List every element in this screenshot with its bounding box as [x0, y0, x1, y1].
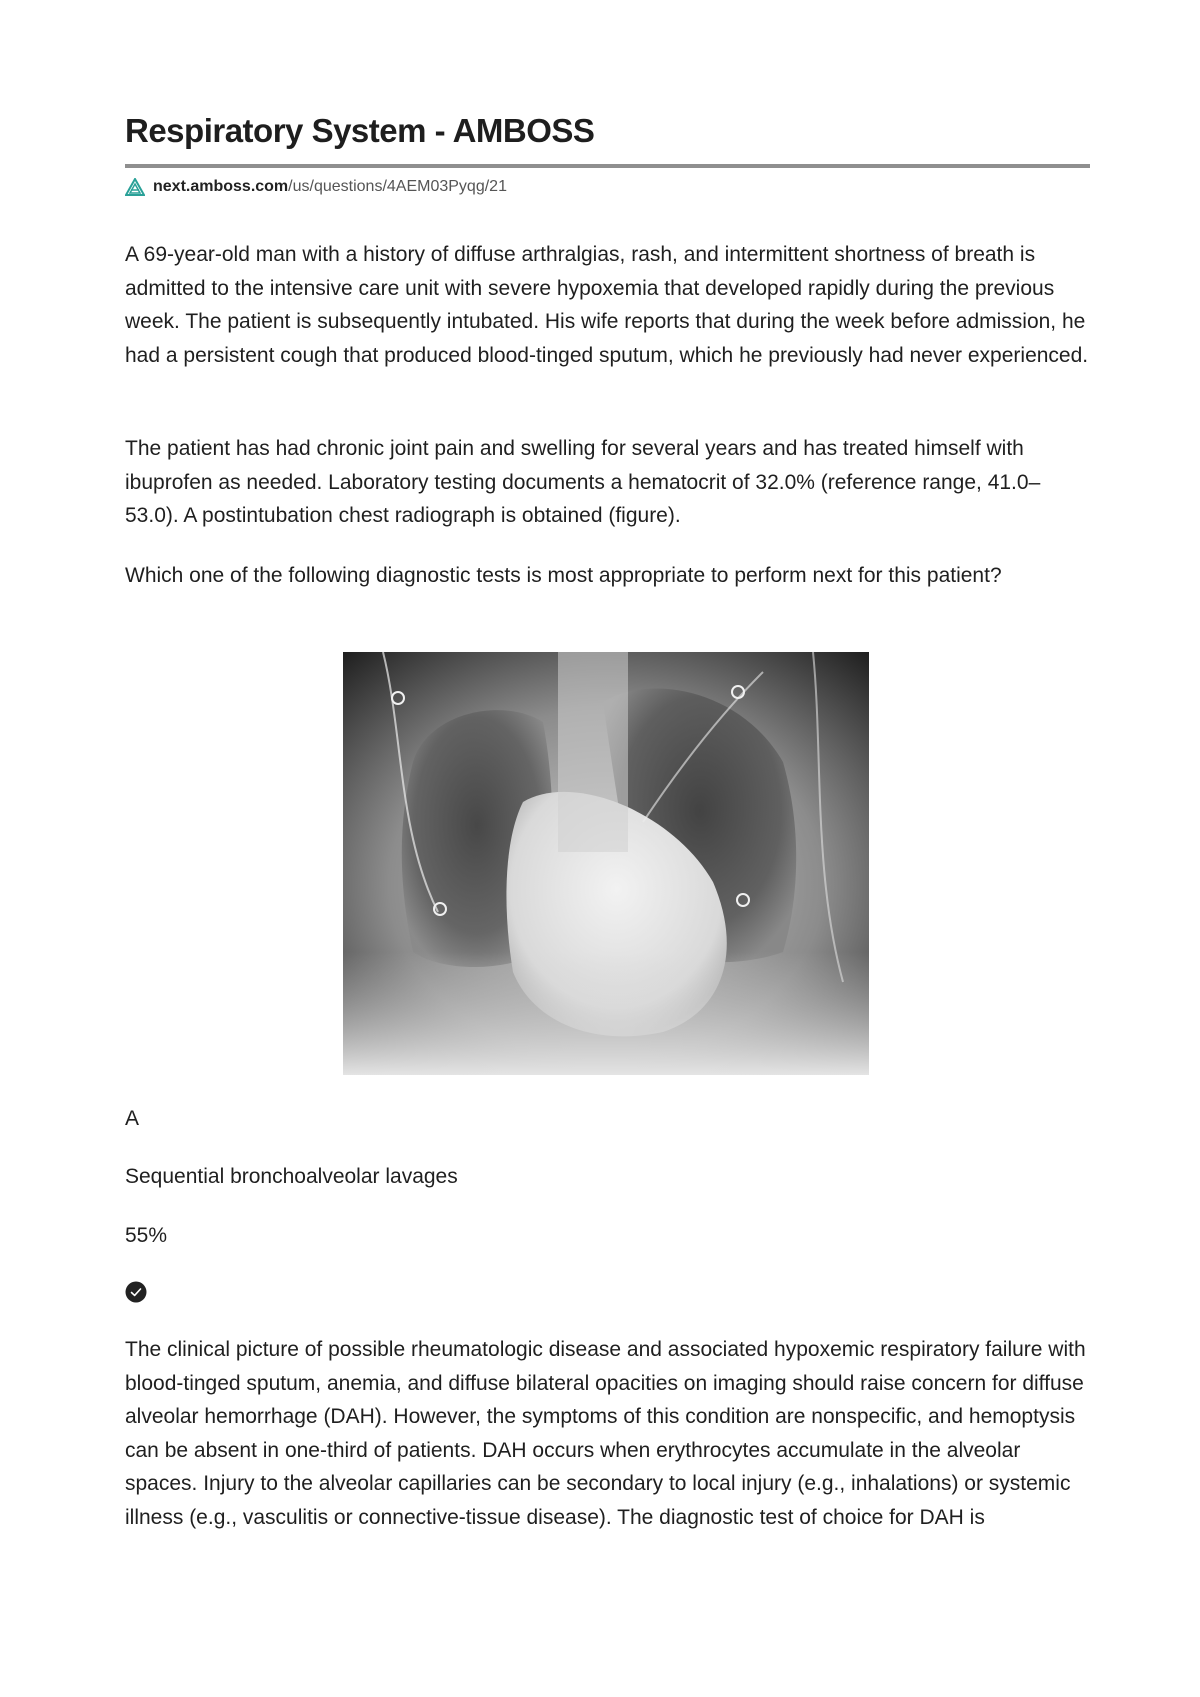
chest-radiograph-image: [343, 652, 869, 1075]
answer-option-letter: A: [125, 1107, 140, 1130]
check-circle-icon: [125, 1281, 147, 1303]
source-domain: next.amboss.com: [153, 178, 289, 195]
question-paragraph-2: The patient has had chronic joint pain and swelling for several years and has treated himself with ibuprofen as needed. Laboratory testing documents a hematocrit of 32.0% (reference range, 41.0–53.0). A postintubation chest radiograph is obtained (figure).: [125, 437, 1041, 527]
title-divider: [125, 164, 1090, 168]
page-title: Respiratory System - AMBOSS: [125, 112, 595, 149]
question-paragraph-1: A 69-year-old man with a history of diffuse arthralgias, rash, and intermittent shortness of breath is admitted to the intensive care unit with severe hypoxemia that developed rapidly during the previous week. The patient is subsequently intubated. His wife reports that during the week before admission, he had a persistent cough that produced blood-tinged sputum, which he previously had never experienced.: [125, 243, 1089, 367]
amboss-logo-icon: [125, 178, 145, 196]
source-path: /us/questions/4AEM03Pyqg/21: [288, 178, 507, 195]
answer-option-text: Sequential bronchoalveolar lavages: [125, 1165, 458, 1188]
source-link[interactable]: [125, 178, 507, 196]
question-prompt: Which one of the following diagnostic tests is most appropriate to perform next for this patient?: [125, 564, 1002, 587]
answer-percentage: 55%: [125, 1224, 168, 1247]
answer-explanation: The clinical picture of possible rheumatologic disease and associated hypoxemic respiratory failure with blood-tinged sputum, anemia, and diffuse bilateral opacities on imaging should raise concern for diffuse alveolar hemorrhage (DAH). However, the symptoms of this condition are nonspecific, and hemoptysis can be absent in one-third of patients. DAH occurs when erythrocytes accumulate in the alveolar spaces. Injury to the alveolar capillaries can be secondary to local injury (e.g., inhalations) or systemic illness (e.g., vasculitis or connective-tissue disease). The diagnostic test of choice for DAH is: [125, 1338, 1086, 1529]
